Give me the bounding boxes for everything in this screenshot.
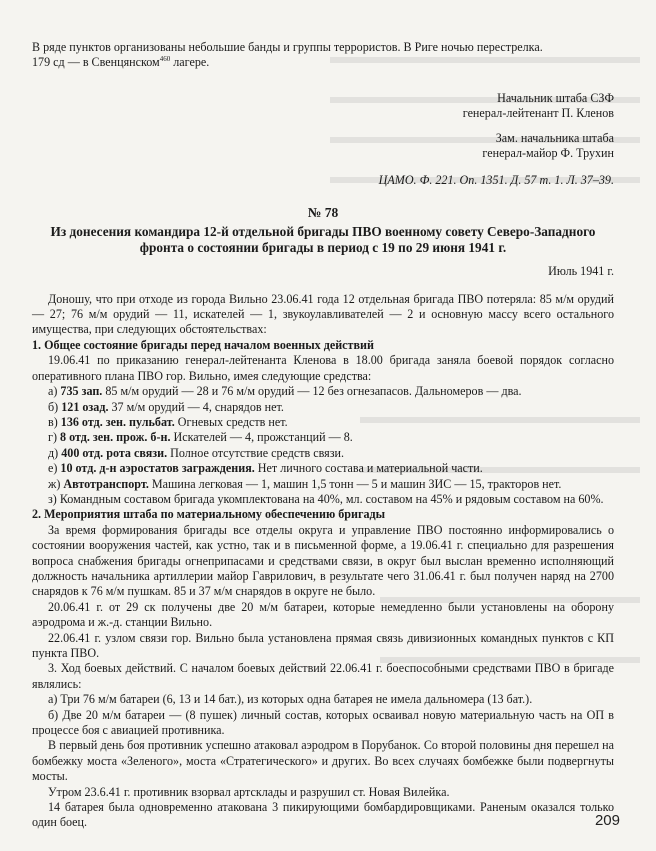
section-2-paragraph: 22.06.41 г. узлом связи гор. Вильно была установлена прямая связь дивизионных командных пунктов с КП пункта ПВО. (32, 630, 614, 660)
list-item: з) Командным составом бригада укомплектована на 40%, мл. составом на 45% и рядовым составом на 60%. (48, 491, 604, 506)
section-3-paragraph: 3. Ход боевых действий. С началом боевых действий 22.06.41 г. боеспособными средствами ПВО в бригаде являлись: (32, 661, 614, 691)
signature-1-name: генерал-лейтенант П. Кленов (462, 106, 614, 121)
section-1-paragraph: 19.06.41 по приказанию генерал-лейтенанта Кленова в 18.00 бригада заняла боевой порядок согласно оперативного плана ПВО гор. Вильно, имея следующие средства: (32, 353, 614, 383)
section-2-paragraph: 20.06.41 г. от 29 ск получены две 20 м/м батареи, которые немедленно были установлены на оборону аэродрома и ж.-д. станции Вильно. (32, 599, 614, 630)
list-item: а) 735 зап. 85 м/м орудий — 28 и 76 м/м орудий — 12 без огнезапасов. Дальномеров — два. (48, 384, 522, 399)
signature-2-title: Зам. начальника штаба (495, 130, 614, 145)
section-2-heading: 2. Мероприятия штаба по материальному обеспечению бригады (32, 507, 386, 522)
signature-1-title: Начальник штаба СЗФ (497, 90, 614, 105)
intro-paragraph: Доношу, что при отходе из города Вильно 23.06.41 года 12 отдельная бригада ПВО потеряла: 85 м/м орудий — 27; 76 м/м орудий — 11, искателей — 1, звукоулавливателей — 2 и основную массу всего остального имущества, при следующих обстоятельствах: (32, 291, 614, 337)
top-paragraph-1: В ряде пунктов организованы небольшие банды и группы террористов. В Риге ночью перестрелка. (32, 40, 543, 54)
footnote-marker: 460 (159, 55, 171, 64)
document-date: Июль 1941 г. (548, 264, 614, 279)
list-item: а) Три 76 м/м батареи (6, 13 и 14 бат.), из которых одна батарея не имела дальномера (13 бат.). (48, 692, 533, 707)
list-item: в) 136 отд. зен. пульбат. Огневых средств нет. (48, 414, 288, 429)
section-3-paragraph: Утром 23.6.41 г. противник взорвал артсклады и разрушил ст. Новая Вилейка. (48, 784, 450, 799)
section-2-paragraph: За время формирования бригады все отделы округа и управление ПВО постоянно информировались о состоянии вооружения частей, как устно, так и в письменной форме, а 19.06.41 г. специально для разрешения вопроса снабжения бригады огнеприпасами и средствами связи, в округ был выслан временно исполняющий должность начальника артиллерии майор Гаврилович, в результате чего 31.06.41 г. был получен наряд на 2700 снарядов к 76 м/м пушкам. 85 и 37 м/м снарядов в округе не было. (32, 522, 614, 599)
page-number: 209 (594, 812, 620, 829)
document-title: Из донесения командира 12-й отдельной бригады ПВО военному совету Северо-Западного фронта о состоянии бригады в период с 19 по 29 июня 1941 г. (50, 224, 596, 256)
signature-2-name: генерал-майор Ф. Трухин (482, 146, 614, 161)
list-item: е) 10 отд. д-н аэростатов заграждения. Нет личного состава и материальной части. (48, 461, 483, 476)
document-number: № 78 (307, 204, 339, 220)
list-item: б) 121 озад. 37 м/м орудий — 4, снарядов нет. (48, 399, 284, 414)
section-3-paragraph: В первый день боя противник успешно атаковал аэродром в Порубанок. Со второй половины дня перешел на бомбежку моста «Зеленого», моста «Стратегического» и других. Во всех случаях бомбежке были подвергнуты мосты. (32, 738, 614, 784)
list-item: ж) Автотранспорт. Машина легковая — 1, машин 1,5 тонн — 5 и машин ЗИС — 15, тракторов нет. (48, 476, 562, 491)
section-3-paragraph: 14 батарея была одновременно атакована 3 пикирующими бомбардировщиками. Раненым оказался только один боец. (32, 800, 614, 830)
top-paragraph-2: 179 сд — в Свенцянском$^{460}$ лагере. (32, 55, 210, 70)
list-item: г) 8 отд. зен. прож. б-н. Искателей — 4, прожстанций — 8. (48, 430, 353, 445)
section-1-list (32, 384, 614, 507)
section-1-heading: 1. Общее состояние бригады перед началом военных действий (32, 337, 374, 352)
list-item: д) 400 отд. рота связи. Полное отсутствие средств связи. (48, 445, 345, 460)
archive-source: ЦАМО. Ф. 221. Оп. 1351. Д. 57 т. 1. Л. 37–39. (378, 173, 614, 188)
list-item: б) Две 20 м/м батареи — (8 пушек) личный состав, которых осваивал новую материальную часть на ОП в процессе боя с авиацией противника. (32, 707, 614, 738)
